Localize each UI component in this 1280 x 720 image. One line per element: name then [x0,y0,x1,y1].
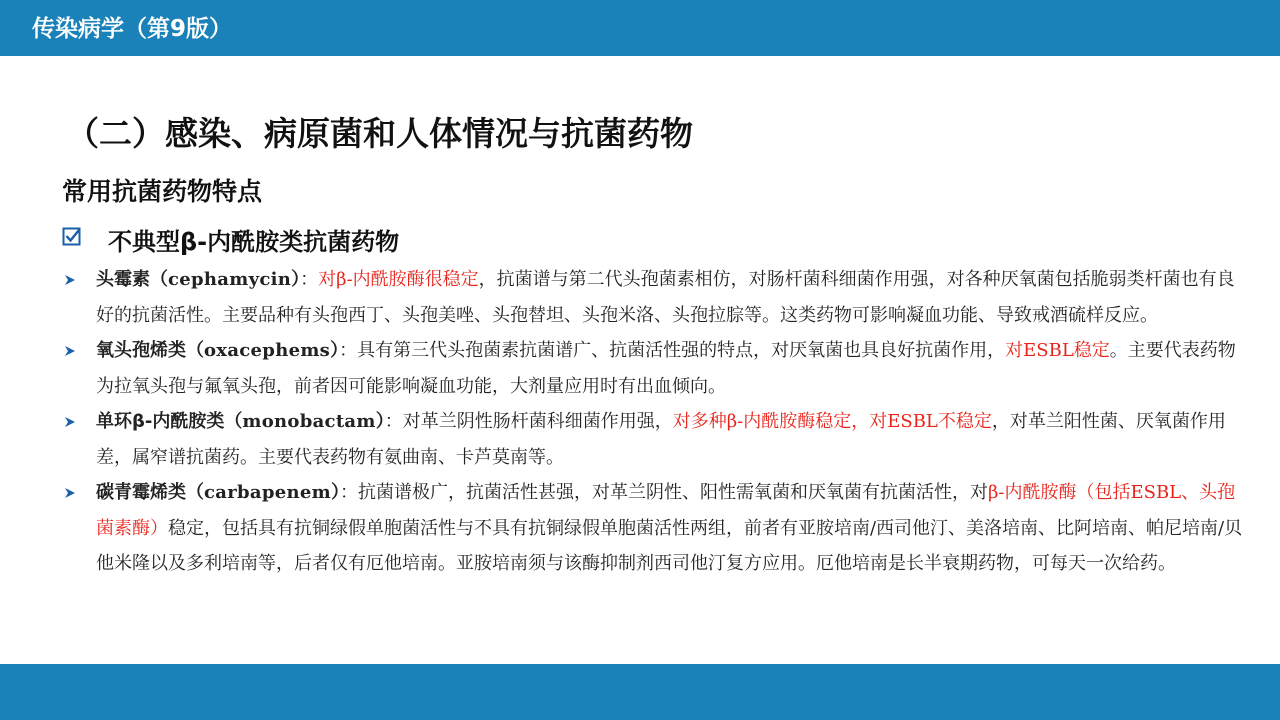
body-text: 具有第三代头孢菌素抗菌谱广、抗菌活性强的特点，对厌氧菌也具良好抗菌作用， [357,340,1006,361]
book-title: 传染病学（第9版） [32,16,233,42]
paren-open: （ [186,482,204,503]
body-text: ，对革兰阳性菌、厌氧菌作用差，属窄谱抗菌药。主要代表药物有氨曲南、卡芦莫南等。 [96,411,1226,468]
list-item [62,404,1247,475]
body-text: 抗菌谱极广，抗菌活性甚强，对革兰阴性、阳性需氧菌和厌氧菌有抗菌活性，对 [357,482,988,503]
arrow-bullet-icon [64,274,76,286]
paren-close: ） [330,340,340,361]
body-text: 。主要代表药物为拉氧头孢与氟氧头孢，前者因可能影响凝血功能，大剂量应用时有出血倾向。 [96,340,1236,397]
arrow-bullet-icon [64,487,76,499]
paren-close: ） [375,411,385,432]
separator: ： [300,269,319,290]
term-en: cephamycin [168,269,292,290]
separator: ： [339,482,358,503]
list-item [62,333,1247,404]
body-text: ，抗菌谱与第二代头孢菌素相仿，对肠杆菌科细菌作用强，对各种厌氧菌包括脆弱类杆菌也有良好的抗菌活性。主要品种有头孢西丁、头孢美唑、头孢替坦、头孢米洛、头孢拉腙等。这类药物可影响凝血功能、导致戒酒硫样反应。 [96,269,1235,326]
drug-term [96,482,340,503]
drug-term [96,411,385,432]
slide-title: （二）感染、病原菌和人体情况与抗菌药物 [66,114,693,153]
term-cn: 氧头孢烯类 [96,340,186,361]
header-bar [0,0,1280,56]
term-cn: 碳青霉烯类 [96,482,186,503]
slide-subtitle: 常用抗菌药物特点 [62,177,263,206]
paren-close: ） [330,482,340,503]
paren-open: （ [224,411,243,432]
term-en: monobactam [242,411,376,432]
highlight-text: 对多种β-内酰胺酶稳定，对ESBL不稳定 [672,411,992,432]
highlight-text: 对β-内酰胺酶很稳定 [318,269,479,290]
highlight-text: β-内酰胺酶（包括ESBL、头孢菌素酶） [96,482,1236,539]
term-en: carbapenem [204,482,331,503]
drug-list [62,262,1247,582]
highlight-text: 对ESBL稳定 [1005,340,1110,361]
section-title: 不典型β-内酰胺类抗菌药物 [108,228,400,256]
separator: ： [384,411,403,432]
term-cn: 头霉素 [96,269,150,290]
arrow-bullet-icon [64,416,76,428]
paren-open: （ [186,340,204,361]
term-en: oxacephems [204,340,331,361]
body-text: 稳定，包括具有抗铜绿假单胞菌活性与不具有抗铜绿假单胞菌活性两组，前者有亚胺培南/西司他汀、美洛培南、比阿培南、帕尼培南/贝他米隆以及多利培南等，后者仅有厄他培南。亚胺培南须与该酶抑制剂西司他汀复方应用。厄他培南是长半衰期药物，可每天一次给药。 [96,517,1243,574]
drug-term [96,269,300,290]
paren-open: （ [150,269,168,290]
term-cn: 单环β-内酰胺类 [96,411,225,432]
list-item [62,262,1247,333]
arrow-bullet-icon [64,345,76,357]
paren-close: ） [291,269,301,290]
body-text: 对革兰阴性肠杆菌科细菌作用强， [402,411,673,432]
list-item [62,475,1247,582]
footer-bar [0,664,1280,720]
checkbox-icon [62,226,82,246]
drug-term [96,340,339,361]
separator: ： [339,340,358,361]
